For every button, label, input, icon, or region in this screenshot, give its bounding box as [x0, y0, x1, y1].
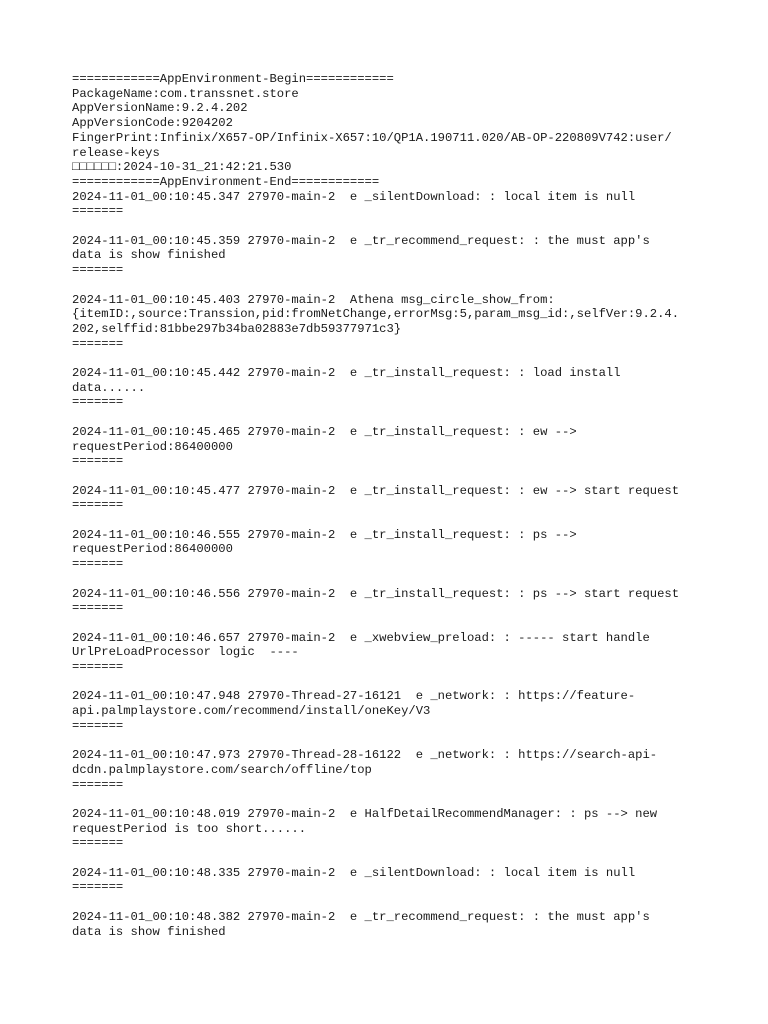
log-entry-line: requestPeriod:86400000 — [72, 439, 233, 454]
env-fingerprint: FingerPrint:Infinix/X657-OP/Infinix-X657:10/QP1A.190711.020/AB-OP-220809V742:user/ — [72, 130, 672, 145]
log-entry — [72, 866, 712, 895]
log-entry — [72, 366, 712, 410]
log-entry — [72, 484, 712, 513]
env-version-code: AppVersionCode:9204202 — [72, 116, 233, 131]
app-environment-block — [72, 72, 712, 190]
log-entry-line: 2024-11-01_00:10:45.403 27970-main-2 Athena msg_circle_show_from: — [72, 292, 555, 307]
log-entry — [72, 748, 712, 792]
log-separator: ======= — [72, 718, 124, 733]
env-begin-line: ============AppEnvironment-Begin============ — [72, 72, 394, 86]
log-separator: ======= — [72, 498, 124, 513]
log-entry-line: 202,selffid:81bbe297b34ba02883e7db59377971c3} — [72, 321, 402, 336]
log-entry — [72, 190, 712, 219]
log-entry — [72, 528, 712, 572]
env-end-line: ============AppEnvironment-End============ — [72, 174, 380, 189]
log-separator: ======= — [72, 557, 124, 572]
log-entry-line: UrlPreLoadProcessor logic ---- — [72, 645, 299, 660]
log-entry-line: data...... — [72, 380, 146, 395]
env-fingerprint-cont: release-keys — [72, 145, 160, 160]
log-entry-line: 2024-11-01_00:10:47.948 27970-Thread-27-16121 e _network: : https://feature- — [72, 689, 636, 704]
log-separator: ======= — [72, 660, 124, 674]
log-document — [72, 72, 712, 939]
log-entry-line: api.palmplaystore.com/recommend/install/oneKey/V3 — [72, 704, 431, 719]
log-separator: ======= — [72, 395, 124, 410]
log-entry-line: 2024-11-01_00:10:45.359 27970-main-2 e _tr_recommend_request: : the must app's — [72, 233, 650, 248]
log-entry — [72, 587, 712, 616]
log-entry-line: data is show finished — [72, 248, 226, 263]
env-version-name: AppVersionName:9.2.4.202 — [72, 101, 248, 116]
log-entry-line: 2024-11-01_00:10:48.019 27970-main-2 e HalfDetailRecommendManager: : ps --> new — [72, 806, 658, 821]
log-separator: ======= — [72, 836, 124, 851]
log-entry-line: 2024-11-01_00:10:47.973 27970-Thread-28-16122 e _network: : https://search-api- — [72, 748, 658, 763]
log-entry-line: 2024-11-01_00:10:45.442 27970-main-2 e _tr_install_request: : load install — [72, 366, 621, 381]
log-entry — [72, 631, 712, 675]
log-entry — [72, 689, 712, 733]
log-entry-line: 2024-11-01_00:10:46.555 27970-main-2 e _tr_install_request: : ps --> — [72, 527, 577, 542]
env-time-line: □□□□□□:2024-10-31_21:42:21.530 — [72, 160, 292, 175]
log-entry-line: 2024-11-01_00:10:45.465 27970-main-2 e _tr_install_request: : ew --> — [72, 424, 577, 439]
log-separator: ======= — [72, 454, 124, 469]
log-separator: ======= — [72, 336, 124, 351]
log-entry — [72, 234, 712, 278]
log-separator: ======= — [72, 601, 124, 616]
log-entry-line: 2024-11-01_00:10:46.556 27970-main-2 e _tr_install_request: : ps --> start request — [72, 586, 680, 601]
log-separator: ======= — [72, 880, 124, 895]
log-entry-line: 2024-11-01_00:10:45.477 27970-main-2 e _tr_install_request: : ew --> start request — [72, 483, 680, 498]
log-separator: ======= — [72, 263, 124, 278]
log-entry — [72, 910, 712, 939]
log-entry-line: 2024-11-01_00:10:48.335 27970-main-2 e _silentDownload: : local item is null — [72, 865, 636, 880]
log-entry-line: dcdn.palmplaystore.com/search/offline/top — [72, 762, 372, 777]
log-separator: ======= — [72, 777, 124, 792]
log-separator: ======= — [72, 204, 124, 219]
log-entry-line: requestPeriod is too short...... — [72, 821, 307, 836]
env-package-name: PackageName:com.transsnet.store — [72, 86, 299, 101]
log-entry — [72, 425, 712, 469]
log-entry-line: 2024-11-01_00:10:46.657 27970-main-2 e _xwebview_preload: : ----- start handle — [72, 630, 650, 645]
log-entry-line: data is show finished — [72, 924, 226, 939]
log-entries — [72, 190, 712, 940]
log-entry — [72, 807, 712, 851]
log-entry-line: requestPeriod:86400000 — [72, 542, 233, 557]
log-entry — [72, 293, 712, 352]
log-entry-line: 2024-11-01_00:10:45.347 27970-main-2 e _silentDownload: : local item is null — [72, 189, 636, 204]
log-entry-line: {itemID:,source:Transsion,pid:fromNetChange,errorMsg:5,param_msg_id:,selfVer:9.2.4. — [72, 307, 680, 322]
log-entry-line: 2024-11-01_00:10:48.382 27970-main-2 e _tr_recommend_request: : the must app's — [72, 909, 650, 924]
